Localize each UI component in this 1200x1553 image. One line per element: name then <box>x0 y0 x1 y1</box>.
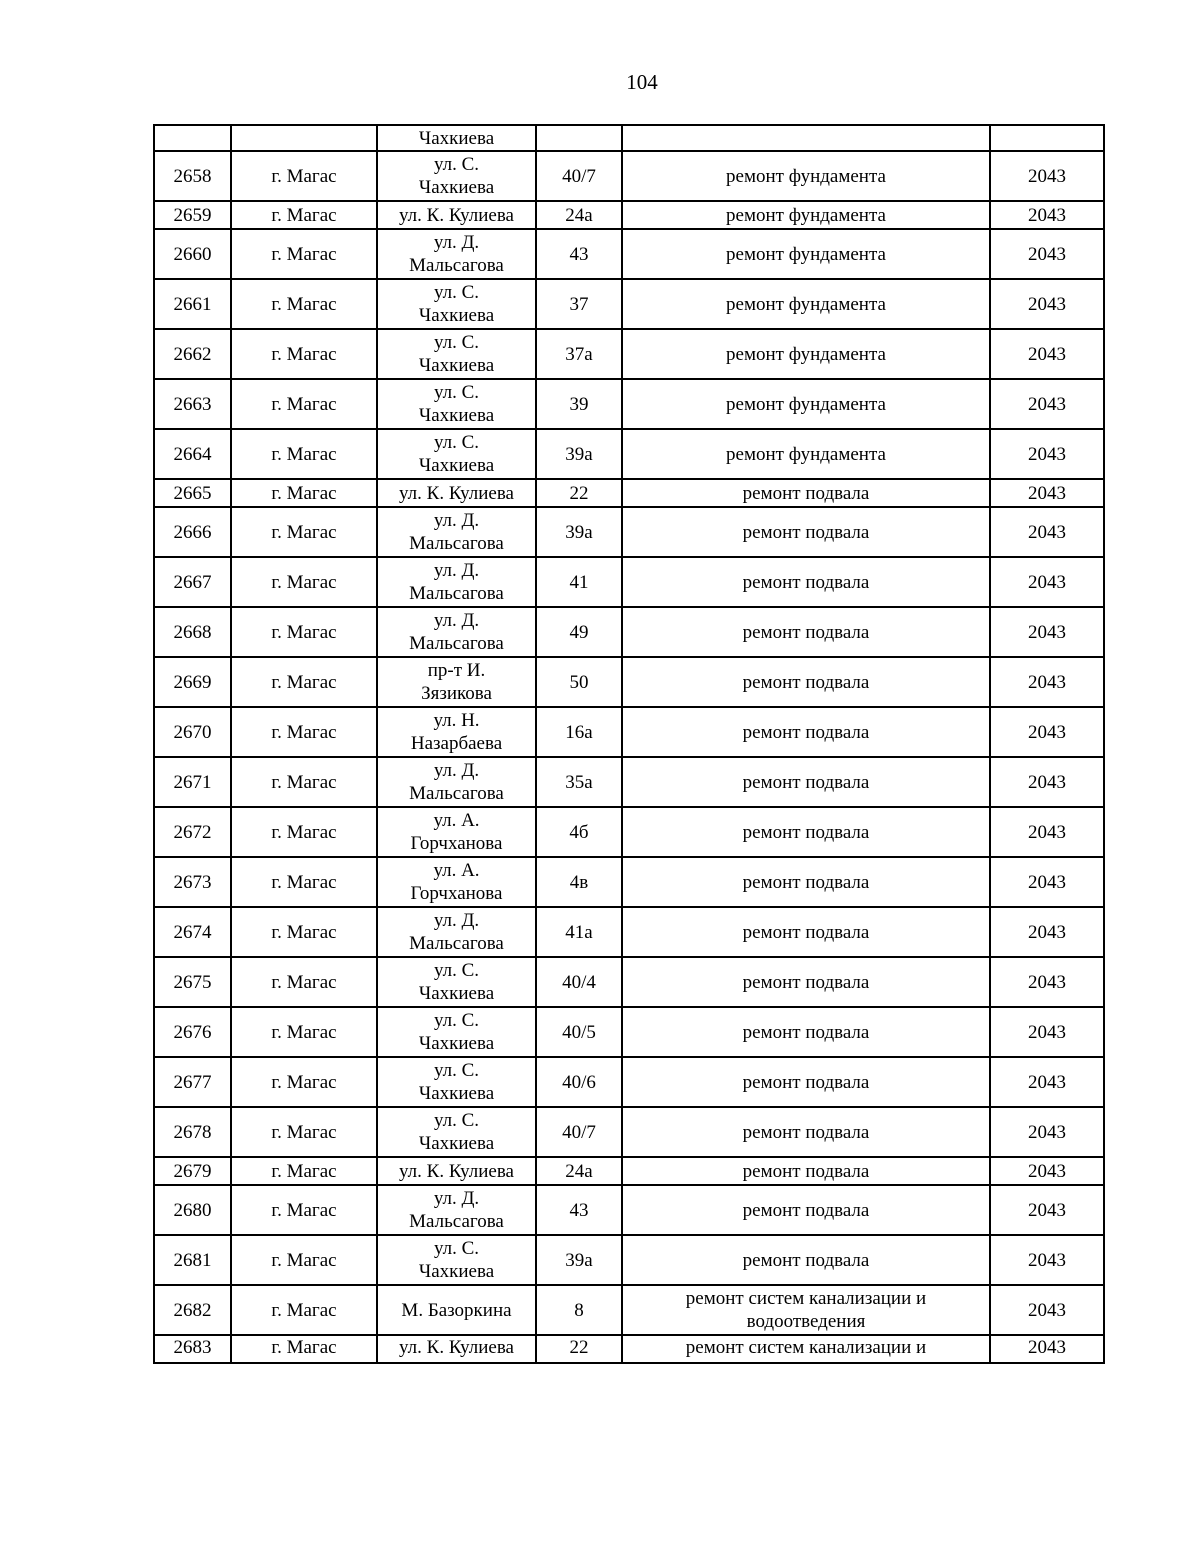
table-row <box>154 657 1104 707</box>
table-row <box>154 607 1104 657</box>
year-cell: 2043 <box>990 479 1104 507</box>
house-number-cell: 4б <box>536 807 622 857</box>
work-type-cell: ремонт фундамента <box>622 329 990 379</box>
city-cell <box>231 125 377 151</box>
city-cell: г. Магас <box>231 229 377 279</box>
row-number-cell: 2676 <box>154 1007 231 1057</box>
street-cell: ул. С. Чахкиева <box>377 1057 536 1107</box>
street-cell: ул. Д. Мальсагова <box>377 607 536 657</box>
street-cell: М. Базоркина <box>377 1285 536 1335</box>
city-cell: г. Магас <box>231 151 377 201</box>
table-row <box>154 429 1104 479</box>
house-number-cell: 24а <box>536 201 622 229</box>
table-row <box>154 907 1104 957</box>
table-row <box>154 857 1104 907</box>
street-cell: ул. С. Чахкиева <box>377 279 536 329</box>
city-cell: г. Магас <box>231 1235 377 1285</box>
table-row <box>154 229 1104 279</box>
house-number-cell: 41 <box>536 557 622 607</box>
year-cell: 2043 <box>990 557 1104 607</box>
table-row <box>154 1185 1104 1235</box>
street-cell: ул. А. Горчханова <box>377 857 536 907</box>
row-number-cell: 2660 <box>154 229 231 279</box>
row-number-cell: 2683 <box>154 1335 231 1363</box>
city-cell: г. Магас <box>231 1157 377 1185</box>
house-number-cell: 37 <box>536 279 622 329</box>
year-cell: 2043 <box>990 151 1104 201</box>
year-cell: 2043 <box>990 201 1104 229</box>
city-cell: г. Магас <box>231 201 377 229</box>
city-cell: г. Магас <box>231 1335 377 1363</box>
work-type-cell: ремонт подвала <box>622 1185 990 1235</box>
row-number-cell: 2663 <box>154 379 231 429</box>
city-cell: г. Магас <box>231 907 377 957</box>
house-number-cell: 39 <box>536 379 622 429</box>
street-cell: ул. С. Чахкиева <box>377 329 536 379</box>
table-row <box>154 807 1104 857</box>
street-cell: Чахкиева <box>377 125 536 151</box>
table-row <box>154 1107 1104 1157</box>
house-number-cell: 40/5 <box>536 1007 622 1057</box>
row-number-cell: 2670 <box>154 707 231 757</box>
year-cell: 2043 <box>990 229 1104 279</box>
work-type-cell: ремонт подвала <box>622 957 990 1007</box>
street-cell: ул. Н. Назарбаева <box>377 707 536 757</box>
city-cell: г. Магас <box>231 757 377 807</box>
work-type-cell: ремонт подвала <box>622 807 990 857</box>
street-cell: ул. Д. Мальсагова <box>377 1185 536 1235</box>
city-cell: г. Магас <box>231 507 377 557</box>
work-type-cell: ремонт фундамента <box>622 201 990 229</box>
house-number-cell: 40/7 <box>536 151 622 201</box>
row-number-cell: 2666 <box>154 507 231 557</box>
street-cell: ул. Д. Мальсагова <box>377 907 536 957</box>
year-cell: 2043 <box>990 707 1104 757</box>
house-number-cell: 22 <box>536 479 622 507</box>
work-type-cell: ремонт подвала <box>622 907 990 957</box>
work-type-cell: ремонт фундамента <box>622 429 990 479</box>
house-number-cell: 16а <box>536 707 622 757</box>
row-number-cell: 2671 <box>154 757 231 807</box>
work-type-cell: ремонт систем канализации и водоотведения <box>622 1285 990 1335</box>
repair-schedule-table <box>153 124 1105 1364</box>
table-row <box>154 557 1104 607</box>
table-row <box>154 707 1104 757</box>
city-cell: г. Магас <box>231 429 377 479</box>
table-body <box>154 125 1104 1363</box>
year-cell: 2043 <box>990 1285 1104 1335</box>
year-cell: 2043 <box>990 379 1104 429</box>
street-cell: ул. Д. Мальсагова <box>377 757 536 807</box>
city-cell: г. Магас <box>231 279 377 329</box>
house-number-cell: 39а <box>536 429 622 479</box>
house-number-cell: 39а <box>536 1235 622 1285</box>
table-row <box>154 279 1104 329</box>
city-cell: г. Магас <box>231 379 377 429</box>
city-cell: г. Магас <box>231 707 377 757</box>
house-number-cell: 41а <box>536 907 622 957</box>
row-number-cell: 2659 <box>154 201 231 229</box>
street-cell: ул. К. Кулиева <box>377 1335 536 1363</box>
work-type-cell: ремонт подвала <box>622 1007 990 1057</box>
table-row <box>154 151 1104 201</box>
table-row <box>154 1057 1104 1107</box>
year-cell: 2043 <box>990 657 1104 707</box>
street-cell: ул. Д. Мальсагова <box>377 229 536 279</box>
year-cell: 2043 <box>990 1185 1104 1235</box>
year-cell: 2043 <box>990 807 1104 857</box>
year-cell: 2043 <box>990 857 1104 907</box>
year-cell: 2043 <box>990 1107 1104 1157</box>
year-cell: 2043 <box>990 957 1104 1007</box>
street-cell: ул. А. Горчханова <box>377 807 536 857</box>
row-number-cell: 2681 <box>154 1235 231 1285</box>
house-number-cell: 37а <box>536 329 622 379</box>
table-row <box>154 329 1104 379</box>
work-type-cell: ремонт фундамента <box>622 151 990 201</box>
street-cell: ул. С. Чахкиева <box>377 1107 536 1157</box>
row-number-cell: 2673 <box>154 857 231 907</box>
house-number-cell: 50 <box>536 657 622 707</box>
city-cell: г. Магас <box>231 557 377 607</box>
year-cell <box>990 125 1104 151</box>
year-cell: 2043 <box>990 429 1104 479</box>
house-number-cell: 8 <box>536 1285 622 1335</box>
street-cell: ул. К. Кулиева <box>377 1157 536 1185</box>
city-cell: г. Магас <box>231 1057 377 1107</box>
row-number-cell <box>154 125 231 151</box>
house-number-cell: 49 <box>536 607 622 657</box>
table-row <box>154 1285 1104 1335</box>
year-cell: 2043 <box>990 279 1104 329</box>
street-cell: ул. С. Чахкиева <box>377 379 536 429</box>
table-row <box>154 125 1104 151</box>
row-number-cell: 2674 <box>154 907 231 957</box>
house-number-cell: 4в <box>536 857 622 907</box>
street-cell: ул. С. Чахкиева <box>377 1007 536 1057</box>
city-cell: г. Магас <box>231 607 377 657</box>
table-row <box>154 1007 1104 1057</box>
work-type-cell: ремонт фундамента <box>622 229 990 279</box>
year-cell: 2043 <box>990 507 1104 557</box>
row-number-cell: 2679 <box>154 1157 231 1185</box>
street-cell: ул. К. Кулиева <box>377 479 536 507</box>
street-cell: ул. К. Кулиева <box>377 201 536 229</box>
row-number-cell: 2678 <box>154 1107 231 1157</box>
year-cell: 2043 <box>990 1007 1104 1057</box>
work-type-cell: ремонт подвала <box>622 557 990 607</box>
year-cell: 2043 <box>990 607 1104 657</box>
street-cell: ул. С. Чахкиева <box>377 957 536 1007</box>
year-cell: 2043 <box>990 1235 1104 1285</box>
work-type-cell: ремонт подвала <box>622 1235 990 1285</box>
year-cell: 2043 <box>990 1057 1104 1107</box>
row-number-cell: 2669 <box>154 657 231 707</box>
row-number-cell: 2664 <box>154 429 231 479</box>
table-row <box>154 507 1104 557</box>
street-cell: пр-т И. Зязикова <box>377 657 536 707</box>
house-number-cell: 40/6 <box>536 1057 622 1107</box>
house-number-cell: 35а <box>536 757 622 807</box>
city-cell: г. Магас <box>231 857 377 907</box>
city-cell: г. Магас <box>231 329 377 379</box>
table-row <box>154 379 1104 429</box>
house-number-cell: 40/4 <box>536 957 622 1007</box>
house-number-cell: 40/7 <box>536 1107 622 1157</box>
year-cell: 2043 <box>990 1157 1104 1185</box>
work-type-cell: ремонт фундамента <box>622 379 990 429</box>
street-cell: ул. С. Чахкиева <box>377 151 536 201</box>
work-type-cell: ремонт подвала <box>622 1107 990 1157</box>
house-number-cell <box>536 125 622 151</box>
row-number-cell: 2680 <box>154 1185 231 1235</box>
house-number-cell: 24а <box>536 1157 622 1185</box>
house-number-cell: 22 <box>536 1335 622 1363</box>
table-row <box>154 957 1104 1007</box>
row-number-cell: 2658 <box>154 151 231 201</box>
year-cell: 2043 <box>990 757 1104 807</box>
year-cell: 2043 <box>990 329 1104 379</box>
house-number-cell: 43 <box>536 229 622 279</box>
table-row <box>154 757 1104 807</box>
table-row <box>154 1235 1104 1285</box>
house-number-cell: 39а <box>536 507 622 557</box>
city-cell: г. Магас <box>231 1007 377 1057</box>
house-number-cell: 43 <box>536 1185 622 1235</box>
row-number-cell: 2682 <box>154 1285 231 1335</box>
table-row <box>154 479 1104 507</box>
work-type-cell: ремонт подвала <box>622 657 990 707</box>
city-cell: г. Магас <box>231 1285 377 1335</box>
city-cell: г. Магас <box>231 1185 377 1235</box>
row-number-cell: 2672 <box>154 807 231 857</box>
work-type-cell: ремонт подвала <box>622 757 990 807</box>
work-type-cell: ремонт подвала <box>622 857 990 907</box>
work-type-cell: ремонт подвала <box>622 479 990 507</box>
city-cell: г. Магас <box>231 807 377 857</box>
street-cell: ул. С. Чахкиева <box>377 1235 536 1285</box>
work-type-cell <box>622 125 990 151</box>
page-number: 104 <box>626 70 658 94</box>
city-cell: г. Магас <box>231 479 377 507</box>
row-number-cell: 2665 <box>154 479 231 507</box>
year-cell: 2043 <box>990 907 1104 957</box>
row-number-cell: 2667 <box>154 557 231 607</box>
row-number-cell: 2668 <box>154 607 231 657</box>
table-row <box>154 1157 1104 1185</box>
city-cell: г. Магас <box>231 657 377 707</box>
row-number-cell: 2675 <box>154 957 231 1007</box>
work-type-cell: ремонт подвала <box>622 607 990 657</box>
row-number-cell: 2662 <box>154 329 231 379</box>
work-type-cell: ремонт подвала <box>622 507 990 557</box>
row-number-cell: 2661 <box>154 279 231 329</box>
table-row <box>154 1335 1104 1363</box>
city-cell: г. Магас <box>231 1107 377 1157</box>
work-type-cell: ремонт фундамента <box>622 279 990 329</box>
table-row <box>154 201 1104 229</box>
city-cell: г. Магас <box>231 957 377 1007</box>
street-cell: ул. С. Чахкиева <box>377 429 536 479</box>
work-type-cell: ремонт подвала <box>622 707 990 757</box>
work-type-cell: ремонт систем канализации и <box>622 1335 990 1363</box>
row-number-cell: 2677 <box>154 1057 231 1107</box>
year-cell: 2043 <box>990 1335 1104 1363</box>
work-type-cell: ремонт подвала <box>622 1157 990 1185</box>
street-cell: ул. Д. Мальсагова <box>377 557 536 607</box>
street-cell: ул. Д. Мальсагова <box>377 507 536 557</box>
work-type-cell: ремонт подвала <box>622 1057 990 1107</box>
